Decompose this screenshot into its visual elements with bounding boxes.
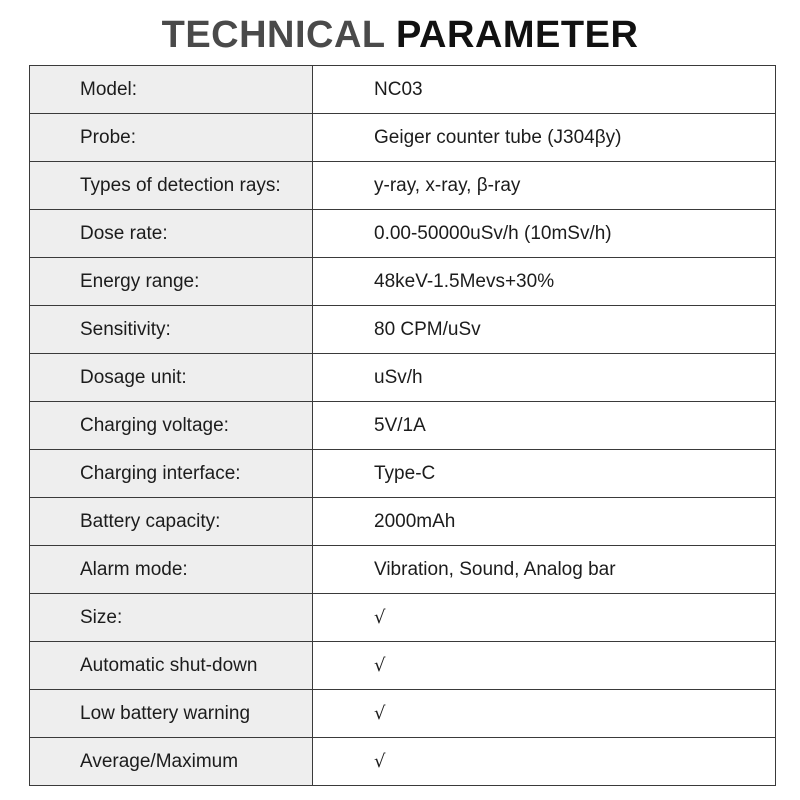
table-row [30, 738, 776, 786]
table-row [30, 402, 776, 450]
table-row [30, 66, 776, 114]
table-row [30, 498, 776, 546]
page-title [0, 12, 800, 58]
parameter-label: Low battery warning [30, 690, 313, 738]
table-row [30, 258, 776, 306]
parameter-label: Charging interface: [30, 450, 313, 498]
parameter-label: Sensitivity: [30, 306, 313, 354]
checkmark-value: √ [313, 642, 776, 690]
title-part-parameter: PARAMETER [396, 14, 639, 56]
parameter-value: Geiger counter tube (J304βy) [313, 114, 776, 162]
parameter-label: Probe: [30, 114, 313, 162]
parameter-label: Dose rate: [30, 210, 313, 258]
checkmark-value: √ [313, 738, 776, 786]
parameter-value: 5V/1A [313, 402, 776, 450]
parameter-value: uSv/h [313, 354, 776, 402]
checkmark-value: √ [313, 690, 776, 738]
table-row [30, 114, 776, 162]
parameter-label: Model: [30, 66, 313, 114]
parameter-value: NC03 [313, 66, 776, 114]
parameter-label: Energy range: [30, 258, 313, 306]
parameter-label: Automatic shut-down [30, 642, 313, 690]
table-row [30, 690, 776, 738]
parameter-value: 2000mAh [313, 498, 776, 546]
table-row [30, 210, 776, 258]
parameter-label: Charging voltage: [30, 402, 313, 450]
parameter-value: 48keV-1.5Mevs+30% [313, 258, 776, 306]
checkmark-value: √ [313, 594, 776, 642]
title-part-technical: TECHNICAL [161, 14, 385, 56]
parameter-value: 80 CPM/uSv [313, 306, 776, 354]
parameter-label: Alarm mode: [30, 546, 313, 594]
parameter-label: Dosage unit: [30, 354, 313, 402]
parameter-label: Battery capacity: [30, 498, 313, 546]
table-row [30, 162, 776, 210]
technical-parameter-table [29, 65, 776, 786]
parameter-label: Size: [30, 594, 313, 642]
parameter-value: Vibration, Sound, Analog bar [313, 546, 776, 594]
table-row [30, 306, 776, 354]
table-row [30, 594, 776, 642]
parameter-value: 0.00-50000uSv/h (10mSv/h) [313, 210, 776, 258]
parameter-value: Type-C [313, 450, 776, 498]
parameter-value: y-ray, x-ray, β-ray [313, 162, 776, 210]
table-row [30, 354, 776, 402]
table-row [30, 642, 776, 690]
table-row [30, 546, 776, 594]
table-row [30, 450, 776, 498]
parameter-label: Types of detection rays: [30, 162, 313, 210]
parameter-label: Average/Maximum [30, 738, 313, 786]
